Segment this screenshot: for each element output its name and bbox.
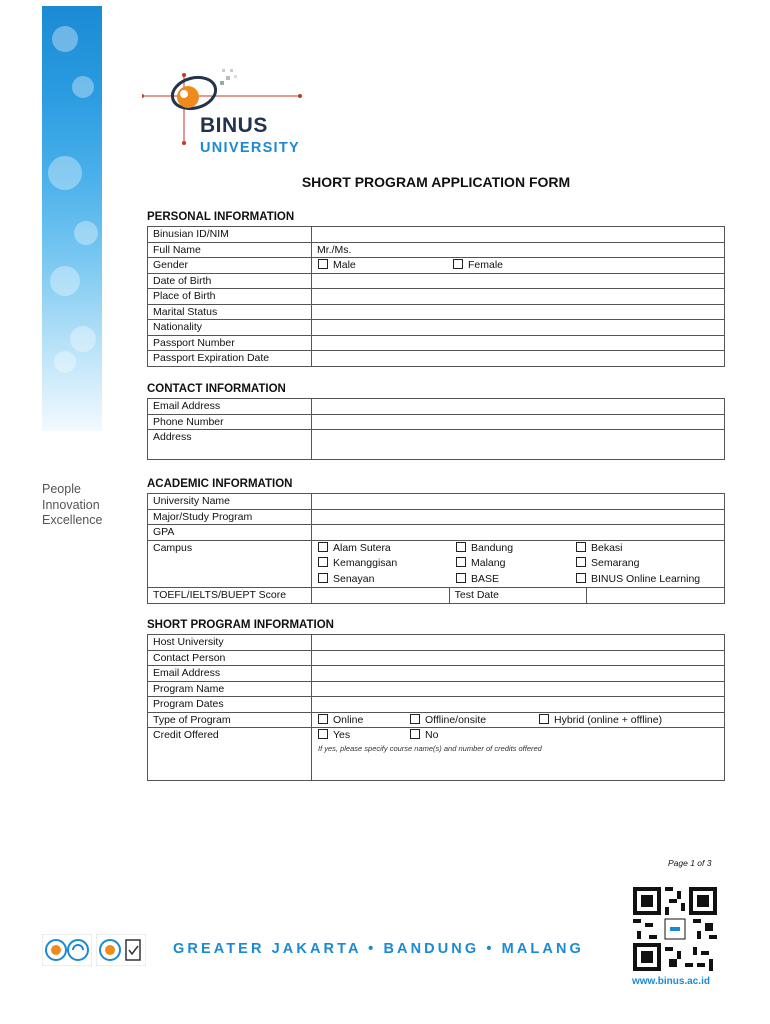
malang-checkbox[interactable] (456, 557, 466, 567)
binusian-id-field[interactable] (312, 227, 725, 243)
tagline-line: Innovation (42, 497, 100, 512)
program-dates-field[interactable] (312, 697, 725, 713)
checkbox-label: Alam Sutera (333, 541, 391, 554)
field-label: Credit Offered (148, 728, 312, 781)
offline-checkbox[interactable] (410, 714, 420, 724)
online-checkbox[interactable] (318, 714, 328, 724)
program-email-field[interactable] (312, 666, 725, 682)
table-row (148, 666, 725, 682)
checkbox-label: BASE (471, 572, 500, 585)
field-label: Program Dates (148, 697, 312, 713)
passport-number-field[interactable] (312, 335, 725, 351)
table-row (148, 351, 725, 367)
section-title-personal: PERSONAL INFORMATION (147, 211, 295, 223)
bandung-checkbox[interactable] (456, 542, 466, 552)
checkbox-label: Male (333, 259, 356, 271)
section-title-contact: CONTACT INFORMATION (147, 383, 286, 395)
bekasi-checkbox[interactable] (576, 542, 586, 552)
table-row (148, 635, 725, 651)
table-row (148, 258, 725, 274)
checkbox-label: Semarang (591, 557, 640, 569)
kemanggisan-checkbox[interactable] (318, 557, 328, 567)
checkbox-label: Kemanggisan (333, 557, 398, 569)
credit-offered-field[interactable] (312, 728, 725, 781)
semarang-checkbox[interactable] (576, 557, 586, 567)
contact-person-field[interactable] (312, 650, 725, 666)
date-of-birth-field[interactable] (312, 273, 725, 289)
field-label: Campus (148, 540, 312, 588)
checkbox-label: No (425, 729, 439, 741)
gender-field (312, 258, 725, 274)
table-row (148, 540, 725, 588)
female-checkbox[interactable] (453, 259, 463, 269)
table-row (148, 289, 725, 305)
nationality-field[interactable] (312, 320, 725, 336)
table-row (148, 525, 725, 541)
credit-note: If yes, please specify course name(s) and number of credits offered (318, 744, 542, 753)
checkbox-label: Bandung (471, 541, 514, 554)
iso-certification-icon (96, 934, 146, 966)
passport-expiration-field[interactable] (312, 351, 725, 367)
table-row (148, 227, 725, 243)
table-row (148, 335, 725, 351)
field-label: Passport Number (148, 335, 312, 351)
program-info-table (147, 634, 725, 781)
test-score-field[interactable] (312, 588, 450, 604)
checkbox-label: Bekasi (591, 541, 623, 554)
website-url: www.binus.ac.id (632, 976, 710, 987)
title-prefix: Mr./Ms. (317, 243, 352, 256)
program-type-options (312, 712, 725, 728)
field-label: Phone Number (148, 414, 312, 430)
decorative-blue-band (42, 6, 102, 431)
section-title-academic: ACADEMIC INFORMATION (147, 478, 293, 490)
field-label: Date of Birth (148, 273, 312, 289)
field-label: Program Name (148, 681, 312, 697)
senayan-checkbox[interactable] (318, 573, 328, 583)
field-label: Marital Status (148, 304, 312, 320)
personal-info-table (147, 226, 725, 367)
brand-subtitle: UNIVERSITY (200, 140, 301, 156)
table-row (148, 650, 725, 666)
marital-status-field[interactable] (312, 304, 725, 320)
email-field[interactable] (312, 399, 725, 415)
test-date-field[interactable] (587, 588, 725, 604)
program-name-field[interactable] (312, 681, 725, 697)
table-row (148, 414, 725, 430)
field-label: University Name (148, 494, 312, 510)
field-label: Type of Program (148, 712, 312, 728)
checkbox-label: Offline/onsite (425, 713, 487, 726)
iso-certification-icon (42, 934, 92, 966)
table-row (148, 304, 725, 320)
form-title: SHORT PROGRAM APPLICATION FORM (301, 174, 571, 190)
field-label: Host University (148, 635, 312, 651)
base-checkbox[interactable] (456, 573, 466, 583)
credit-yes-checkbox[interactable] (318, 729, 328, 739)
table-row (148, 494, 725, 510)
brand-name: BINUS (200, 114, 268, 137)
field-label: Passport Expiration Date (148, 351, 312, 367)
field-label: Full Name (148, 242, 312, 258)
academic-info-table (147, 493, 725, 604)
university-name-field[interactable] (312, 494, 725, 510)
address-field[interactable] (312, 430, 725, 460)
field-label: Contact Person (148, 650, 312, 666)
page-number: Page 1 of 3 (668, 858, 712, 868)
checkbox-label: Yes (333, 729, 351, 741)
campus-cities: GREATER JAKARTA • BANDUNG • MALANG (173, 941, 584, 957)
field-label: Major/Study Program (148, 509, 312, 525)
checkbox-label: BINUS Online Learning (591, 572, 701, 585)
checkbox-label: Female (468, 259, 504, 271)
place-of-birth-field[interactable] (312, 289, 725, 305)
table-row (148, 320, 725, 336)
binus-online-checkbox[interactable] (576, 573, 586, 583)
table-row (148, 728, 725, 781)
table-row (148, 242, 725, 258)
table-row (148, 697, 725, 713)
table-row (148, 430, 725, 460)
field-label: GPA (148, 525, 312, 541)
checkbox-label: Malang (471, 557, 506, 569)
field-label: Place of Birth (148, 289, 312, 305)
table-row (148, 588, 725, 604)
field-label: Address (148, 430, 312, 460)
tagline-line: People (42, 482, 81, 496)
alam-sutera-checkbox[interactable] (318, 542, 328, 552)
section-title-program: SHORT PROGRAM INFORMATION (147, 619, 334, 631)
field-label: Gender (148, 258, 312, 274)
checkbox-label: Senayan (333, 572, 375, 585)
tagline-line: Excellence (42, 513, 103, 527)
campus-options (312, 540, 725, 588)
gpa-field[interactable] (312, 525, 725, 541)
checkbox-label: Hybrid (online + offline) (554, 713, 663, 726)
table-row (148, 399, 725, 415)
table-row (148, 273, 725, 289)
table-row (148, 509, 725, 525)
host-university-field[interactable] (312, 635, 725, 651)
major-field[interactable] (312, 509, 725, 525)
table-row (148, 712, 725, 728)
male-checkbox[interactable] (318, 259, 328, 269)
field-label: Email Address (148, 666, 312, 682)
qr-code-icon (633, 887, 717, 971)
brand-tagline (42, 482, 102, 529)
contact-info-table (147, 398, 725, 460)
field-label: Nationality (148, 320, 312, 336)
field-label: Email Address (148, 399, 312, 415)
credit-no-checkbox[interactable] (410, 729, 420, 739)
field-label: TOEFL/IELTS/BUEPT Score (148, 588, 312, 604)
field-label: Binusian ID/NIM (148, 227, 312, 243)
full-name-field[interactable] (312, 242, 725, 258)
table-row (148, 681, 725, 697)
phone-field[interactable] (312, 414, 725, 430)
checkbox-label: Online (333, 713, 364, 726)
test-date-label: Test Date (449, 588, 587, 604)
hybrid-checkbox[interactable] (539, 714, 549, 724)
